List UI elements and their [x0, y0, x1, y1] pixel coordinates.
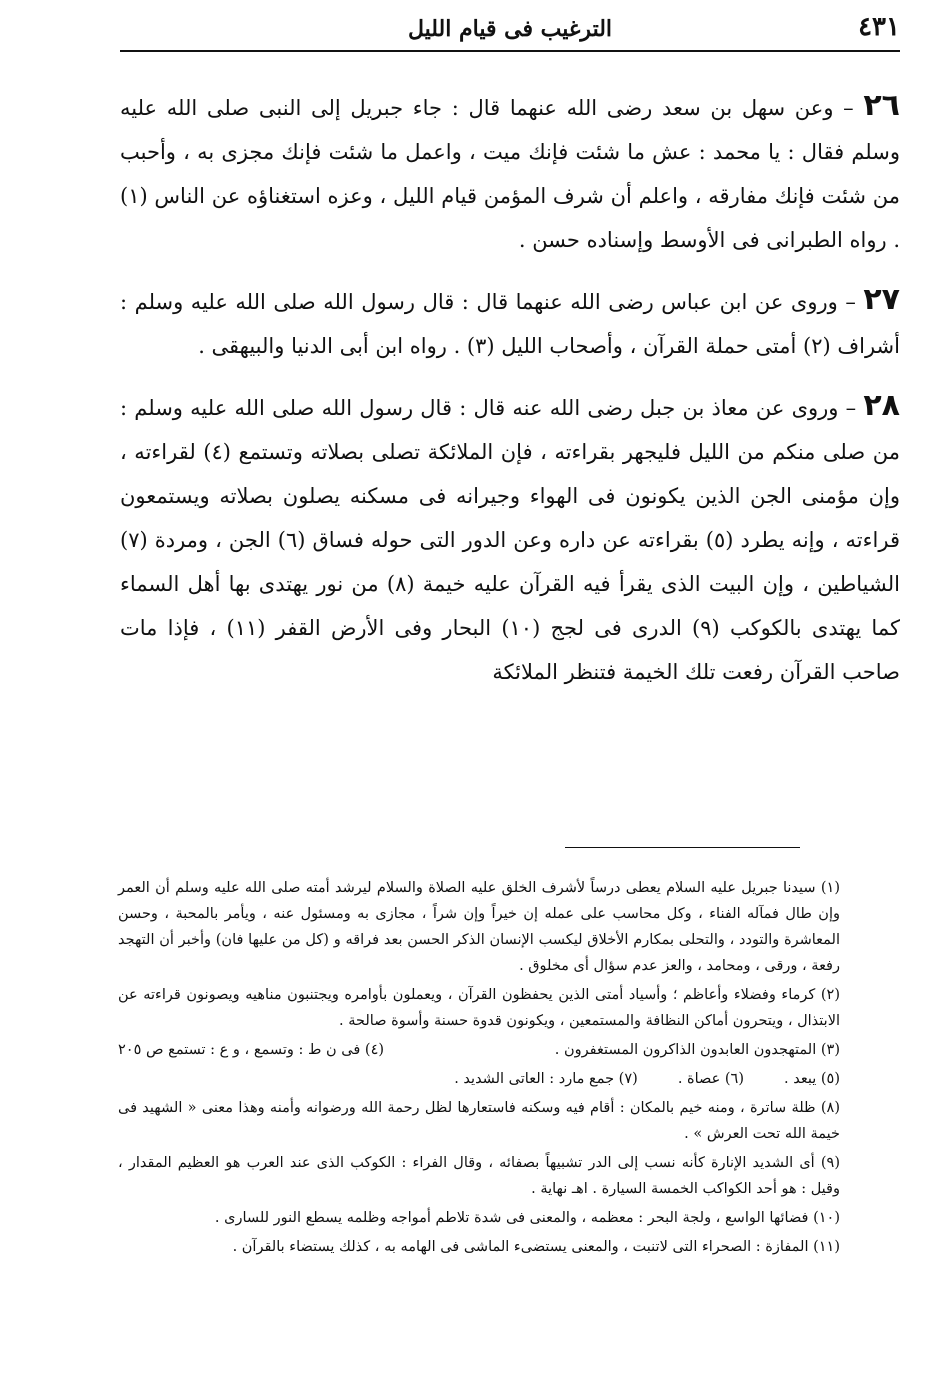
- page-header: [120, 10, 900, 52]
- hadith-text: – وعن سهل بن سعد رضى الله عنهما قال : جاء جبريل إلى النبى صلى الله عليه وسلم فقال : يا محمد : عش ما شئت فإنك ميت ، واعمل ما شئت فإنك مجزى به ، وأحبب من شئت فإنك مفارقه ، واعلم أن شرف المؤمن قيام الليل ، وعزه استغناؤه عن الناس (١) . رواه الطبرانى فى الأوسط وإسناده حسن .: [120, 96, 900, 252]
- footnote-9: (٩) أى الشديد الإنارة كأنه نسب إلى الدر تشبيهاً بصفائه ، وقال الفراء : الكوكب الذى عند العرب هو العظيم المقدار ، وقيل : هو أحد الكواكب الخمسة السيارة . اهـ نهاية .: [118, 1155, 840, 1197]
- footnote-5: (٥) يبعد .: [784, 1071, 840, 1087]
- footnote-11: (١١) المفازة : الصحراء التى لاتنبت ، والمعنى يستضىء الماشى فى الهامه به ، كذلك يستضاء بالقرآن .: [232, 1239, 840, 1255]
- footnote-row-5-7: [118, 1066, 840, 1092]
- hadith-28: [120, 384, 900, 694]
- hadith-text: – وروى عن معاذ بن جبل رضى الله عنه قال : قال رسول الله صلى الله عليه وسلم : من صلى منكم من الليل فليجهر بقراءته ، فإن الملائكة تصلى بصلاته وتستمع (٤) لقراءته ، وإن مؤمنى الجن الذين يكونون فى الهواء وجيرانه فى مسكنه يصلون بصلاته ويستمعون قراءته ، وإنه يطرد (٥) بقراءته عن داره وعن الدور التى حوله فساق (٦) الجن ، ومردة (٧) الشياطين ، وإن البيت الذى يقرأ فيه القرآن عليه خيمة (٨) من نور يهتدى بها أهل السماء كما يهتدى بالكوكب (٩) الدرى فى لجج (١٠) البحار وفى الأرض القفر (١١) ، فإذا مات صاحب القرآن رفعت تلك الخيمة فتنظر الملائكة: [120, 396, 900, 684]
- footnote-row-3-4: [118, 1037, 840, 1063]
- footnote-8: (٨) ظلة ساترة ، ومنه خيم بالمكان : أقام فيه وسكنه فاستعارها لظل رحمة الله ورضوانه وأمنه وهذا معنى « الشهيد فى خيمة الله تحت العرش » .: [118, 1100, 840, 1142]
- footnotes: [118, 875, 840, 1263]
- hadith-number: ٢٧: [863, 282, 900, 317]
- footnote-4: (٤) فى ن ط : وتسمع ، و ع : تستمع ص ٢٠٥: [118, 1042, 385, 1058]
- footnote-1: (١) سيدنا جبريل عليه السلام يعطى درساً لأشرف الخلق عليه الصلاة والسلام ليرشد أمته صلى الله عليه وسلم أن العمر وإن طال فمآله الفناء ، وكل محاسب على عمله إن خيراً وإن شراً ، مجازى به ومسئول عنه ، ويأمر بالمحبة ، وحسن المعاشرة والتودد ، والتحلى بمكارم الأخلاق ليكسب الإنسان الذكر الحسن بعد فراقه و (كل من عليها فان) وأخبر أن التهجد رفعة ، ورقى ، ومحامد ، والعز عدم سؤال أى مخلوق .: [118, 880, 840, 974]
- hadith-27: [120, 278, 900, 368]
- footnote-separator: [565, 847, 800, 848]
- page-number: ٤٣١: [858, 12, 900, 42]
- footnote-3: (٣) المتهجدون العابدون الذاكرون المستغفرون .: [554, 1042, 840, 1058]
- running-title: الترغيب فى قيام الليل: [407, 16, 613, 42]
- hadith-number: ٢٨: [863, 388, 900, 423]
- hadith-number: ٢٦: [863, 88, 900, 123]
- footnote-10: (١٠) فضائها الواسع ، ولجة البحر : معظمه ، والمعنى فى شدة تلاطم أمواجه وظلمه يسطع النور للسارى .: [214, 1210, 840, 1226]
- footnote-6: (٦) عصاة .: [677, 1071, 745, 1087]
- hadith-26: [120, 84, 900, 262]
- main-text: [120, 84, 900, 710]
- hadith-text: – وروى عن ابن عباس رضى الله عنهما قال : قال رسول الله صلى الله عليه وسلم : أشراف (٢) أمتى حملة القرآن ، وأصحاب الليل (٣) . رواه ابن أبى الدنيا والبيهقى .: [120, 290, 900, 358]
- footnote-2: (٢) كرماء وفضلاء وأعاظم ؛ وأسياد أمتى الذين يحفظون القرآن ، ويعملون بأوامره ويجتنبون مناهيه ويصونون قراءته عن الابتذال ، ويتحرون أماكن النظافة والمستمعين ، ويكونون قدوة حسنة وأسوة صالحة .: [118, 987, 840, 1029]
- footnote-7: (٧) جمع مارد : العاتى الشديد .: [454, 1071, 638, 1087]
